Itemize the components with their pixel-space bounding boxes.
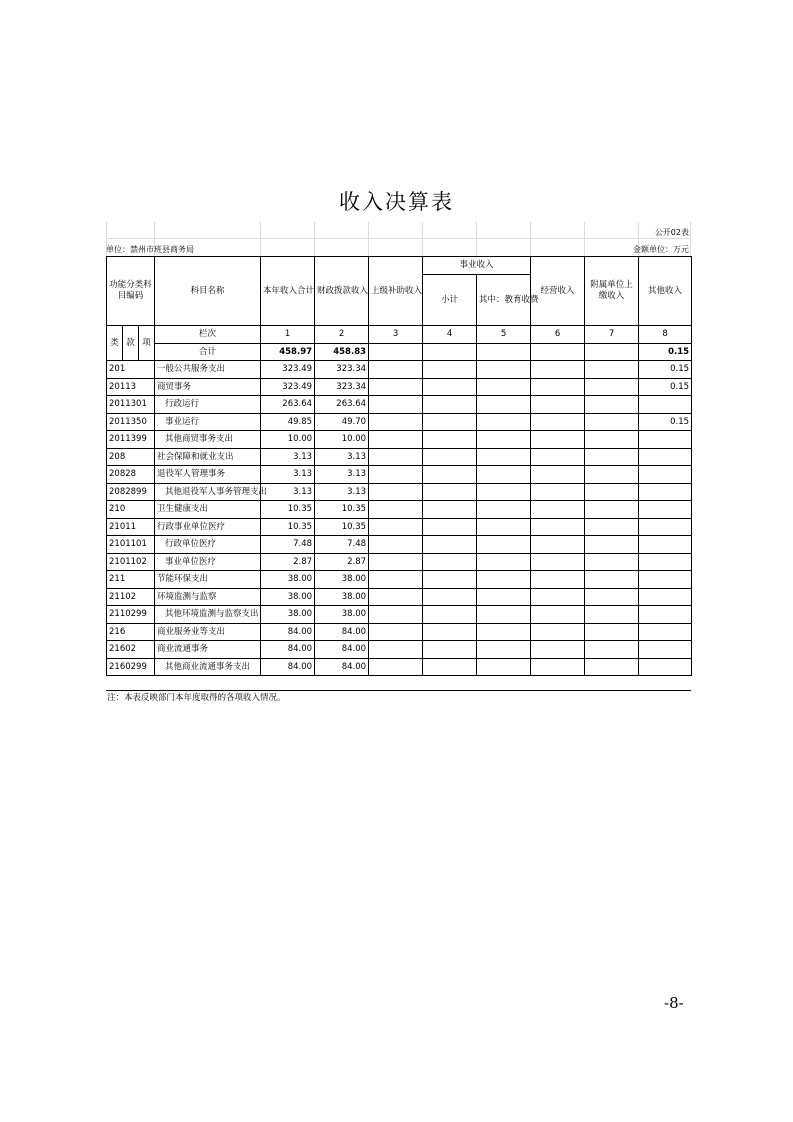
- row-code: 20113: [107, 378, 155, 396]
- empty-cell: [531, 536, 585, 554]
- table-row: [107, 553, 692, 571]
- row-other-income: [639, 396, 692, 414]
- row-fiscal-income: 84.00: [315, 623, 369, 641]
- row-other-income: [639, 536, 692, 554]
- row-subject-name: 卫生健康支出: [155, 501, 261, 519]
- empty-cell: [423, 571, 477, 589]
- row-fiscal-income: 3.13: [315, 448, 369, 466]
- empty-cell: [369, 536, 423, 554]
- header-row-order: 栏次: [155, 326, 261, 344]
- row-code: 208: [107, 448, 155, 466]
- table-row: [107, 466, 692, 484]
- row-fiscal-income: 49.70: [315, 413, 369, 431]
- empty-cell: [531, 483, 585, 501]
- empty-cell: [585, 343, 639, 361]
- empty-cell: [369, 466, 423, 484]
- row-fiscal-income: 38.00: [315, 571, 369, 589]
- row-subject-name: 社会保障和就业支出: [155, 448, 261, 466]
- row-subject-name: 环境监测与监察: [155, 588, 261, 606]
- row-code: 21011: [107, 518, 155, 536]
- row-other-income: [639, 483, 692, 501]
- empty-cell: [585, 536, 639, 554]
- empty-cell: [531, 396, 585, 414]
- row-code: 21602: [107, 641, 155, 659]
- empty-cell: [477, 413, 531, 431]
- row-fiscal-income: 10.35: [315, 518, 369, 536]
- row-other-income: [639, 623, 692, 641]
- empty-cell: [531, 501, 585, 519]
- empty-cell: [477, 536, 531, 554]
- page-number: -8-: [664, 994, 684, 1012]
- row-code: 21102: [107, 588, 155, 606]
- row-total-income: 84.00: [261, 641, 315, 659]
- empty-cell: [585, 588, 639, 606]
- empty-cell: [531, 466, 585, 484]
- empty-cell: [477, 641, 531, 659]
- empty-cell: [585, 361, 639, 379]
- col-num: 8: [639, 326, 692, 344]
- row-total-income: 3.13: [261, 466, 315, 484]
- row-total-income: 323.49: [261, 378, 315, 396]
- empty-cell: [369, 658, 423, 676]
- row-subject-name: 退役军人管理事务: [155, 466, 261, 484]
- empty-cell: [585, 606, 639, 624]
- empty-cell: [477, 571, 531, 589]
- row-other-income: [639, 518, 692, 536]
- empty-cell: [423, 588, 477, 606]
- header-row-3: [107, 326, 692, 344]
- empty-cell: [423, 431, 477, 449]
- row-other-income: [639, 501, 692, 519]
- unit-name: 单位：禁州市班县商务局: [106, 245, 194, 254]
- row-fiscal-income: 323.34: [315, 361, 369, 379]
- row-other-income: 0.15: [639, 361, 692, 379]
- row-code: 2011301: [107, 396, 155, 414]
- currency-unit: 金额单位：万元: [633, 245, 689, 254]
- empty-cell: [423, 623, 477, 641]
- empty-cell: [477, 378, 531, 396]
- row-other-income: [639, 448, 692, 466]
- empty-cell: [423, 536, 477, 554]
- row-fiscal-income: 3.13: [315, 466, 369, 484]
- empty-cell: [369, 448, 423, 466]
- empty-cell: [531, 658, 585, 676]
- row-code: 201: [107, 361, 155, 379]
- row-fiscal-income: 84.00: [315, 658, 369, 676]
- row-other-income: [639, 641, 692, 659]
- table-row: [107, 623, 692, 641]
- row-subject-name: 行政运行: [155, 396, 261, 414]
- table-row: [107, 641, 692, 659]
- empty-cell: [531, 641, 585, 659]
- table-row: [107, 361, 692, 379]
- header-kuan: 款: [123, 326, 139, 361]
- col-num: 7: [585, 326, 639, 344]
- header-subject-name: 科目名称: [155, 257, 261, 326]
- income-table: [106, 256, 692, 676]
- row-total-income: 38.00: [261, 588, 315, 606]
- empty-cell: [423, 343, 477, 361]
- empty-cell: [531, 571, 585, 589]
- header-xiang: 项: [139, 326, 155, 361]
- empty-cell: [477, 343, 531, 361]
- row-code: 210: [107, 501, 155, 519]
- empty-cell: [369, 501, 423, 519]
- row-subject-name: 行政事业单位医疗: [155, 518, 261, 536]
- empty-cell: [477, 501, 531, 519]
- col-num: 5: [477, 326, 531, 344]
- empty-cell: [369, 553, 423, 571]
- table-note: 注：本表反映部门本年度取得的各项收入情况。: [107, 693, 286, 703]
- empty-cell: [477, 483, 531, 501]
- data-rows: [107, 361, 692, 676]
- empty-cell: [531, 518, 585, 536]
- empty-cell: [369, 571, 423, 589]
- row-total-income: 84.00: [261, 658, 315, 676]
- row-subject-name: 商业服务业等支出: [155, 623, 261, 641]
- empty-cell: [531, 343, 585, 361]
- empty-cell: [423, 413, 477, 431]
- col-num: 6: [531, 326, 585, 344]
- page-title: 收入决算表: [339, 190, 454, 214]
- table-row: [107, 431, 692, 449]
- empty-cell: [477, 553, 531, 571]
- col-num: 2: [315, 326, 369, 344]
- table-row: [107, 658, 692, 676]
- row-subject-name: 事业单位医疗: [155, 553, 261, 571]
- table-row: [107, 536, 692, 554]
- empty-cell: [423, 658, 477, 676]
- row-code: 2011350: [107, 413, 155, 431]
- row-subject-name: 其他环境监测与监察支出: [155, 606, 261, 624]
- empty-cell: [531, 431, 585, 449]
- row-fiscal-income: 263.64: [315, 396, 369, 414]
- row-fiscal-income: 84.00: [315, 641, 369, 659]
- header-superior-subsidy: 上级补助收入: [369, 257, 423, 326]
- row-code: 20828: [107, 466, 155, 484]
- row-total-income: 10.35: [261, 501, 315, 519]
- empty-cell: [477, 606, 531, 624]
- table-row: [107, 483, 692, 501]
- empty-cell: [585, 501, 639, 519]
- row-other-income: [639, 588, 692, 606]
- empty-cell: [585, 448, 639, 466]
- empty-cell: [585, 466, 639, 484]
- empty-cell: [585, 413, 639, 431]
- empty-cell: [531, 588, 585, 606]
- row-fiscal-income: 323.34: [315, 378, 369, 396]
- row-subject-name: 商业流通事务: [155, 641, 261, 659]
- header-total-income: 本年收入合计: [261, 257, 315, 326]
- total-income-value: 458.97: [261, 343, 315, 361]
- empty-cell: [477, 396, 531, 414]
- header-row-1: [107, 257, 692, 275]
- empty-cell: [369, 588, 423, 606]
- empty-cell: [585, 623, 639, 641]
- empty-cell: [477, 518, 531, 536]
- empty-cell: [531, 553, 585, 571]
- table-row: [107, 378, 692, 396]
- row-subject-name: 商贸事务: [155, 378, 261, 396]
- empty-cell: [423, 466, 477, 484]
- empty-cell: [585, 396, 639, 414]
- row-total-income: 3.13: [261, 483, 315, 501]
- empty-cell: [423, 361, 477, 379]
- empty-cell: [423, 483, 477, 501]
- table-row: [107, 413, 692, 431]
- row-total-income: 323.49: [261, 361, 315, 379]
- table-row: [107, 448, 692, 466]
- empty-cell: [531, 413, 585, 431]
- empty-cell: [423, 448, 477, 466]
- empty-cell: [369, 343, 423, 361]
- row-other-income: [639, 606, 692, 624]
- row-total-income: 2.87: [261, 553, 315, 571]
- col-num: 4: [423, 326, 477, 344]
- empty-cell: [423, 641, 477, 659]
- header-fiscal-income: 财政拨款收入: [315, 257, 369, 326]
- table-row: [107, 588, 692, 606]
- empty-cell: [369, 518, 423, 536]
- empty-cell: [369, 378, 423, 396]
- row-code: 2160299: [107, 658, 155, 676]
- empty-cell: [369, 431, 423, 449]
- table-row: [107, 501, 692, 519]
- empty-cell: [585, 571, 639, 589]
- empty-cell: [369, 413, 423, 431]
- header-business-income: 事业收入: [423, 257, 531, 275]
- empty-cell: [531, 623, 585, 641]
- total-other-value: 0.15: [639, 343, 692, 361]
- row-other-income: [639, 658, 692, 676]
- row-total-income: 263.64: [261, 396, 315, 414]
- header-lei: 类: [107, 326, 123, 361]
- header-edu-fee: 其中：教育收费: [477, 275, 531, 326]
- row-subject-name: 一般公共服务支出: [155, 361, 261, 379]
- empty-cell: [369, 606, 423, 624]
- row-other-income: [639, 466, 692, 484]
- row-fiscal-income: 3.13: [315, 483, 369, 501]
- table-row: [107, 396, 692, 414]
- form-code: 公开02表: [654, 228, 689, 237]
- empty-cell: [369, 623, 423, 641]
- row-code: 2101102: [107, 553, 155, 571]
- empty-cell: [423, 396, 477, 414]
- row-other-income: [639, 431, 692, 449]
- empty-cell: [477, 623, 531, 641]
- empty-cell: [369, 483, 423, 501]
- row-total-income: 10.35: [261, 518, 315, 536]
- row-subject-name: 其他退役军人事务管理支出: [155, 483, 261, 501]
- empty-cell: [531, 448, 585, 466]
- row-total-income: 49.85: [261, 413, 315, 431]
- total-label: 合计: [155, 343, 261, 361]
- row-code: 2011399: [107, 431, 155, 449]
- row-subject-name: 行政单位医疗: [155, 536, 261, 554]
- empty-cell: [585, 483, 639, 501]
- row-other-income: 0.15: [639, 413, 692, 431]
- col-num: 3: [369, 326, 423, 344]
- header-subordinate-income: 附属单位上缴收入: [585, 257, 639, 326]
- row-total-income: 38.00: [261, 571, 315, 589]
- row-fiscal-income: 38.00: [315, 606, 369, 624]
- table-row: [107, 518, 692, 536]
- total-fiscal-value: 458.83: [315, 343, 369, 361]
- row-fiscal-income: 10.35: [315, 501, 369, 519]
- empty-cell: [531, 361, 585, 379]
- row-other-income: 0.15: [639, 378, 692, 396]
- row-fiscal-income: 2.87: [315, 553, 369, 571]
- col-num: 1: [261, 326, 315, 344]
- row-total-income: 38.00: [261, 606, 315, 624]
- header-operating-income: 经营收入: [531, 257, 585, 326]
- empty-cell: [477, 361, 531, 379]
- empty-cell: [585, 431, 639, 449]
- empty-cell: [531, 606, 585, 624]
- empty-cell: [585, 518, 639, 536]
- row-fiscal-income: 7.48: [315, 536, 369, 554]
- row-total-income: 7.48: [261, 536, 315, 554]
- row-code: 211: [107, 571, 155, 589]
- empty-cell: [369, 396, 423, 414]
- row-other-income: [639, 553, 692, 571]
- empty-cell: [585, 641, 639, 659]
- empty-cell: [423, 518, 477, 536]
- empty-cell: [477, 658, 531, 676]
- row-other-income: [639, 571, 692, 589]
- table-row: [107, 606, 692, 624]
- row-code: 2110299: [107, 606, 155, 624]
- empty-cell: [423, 606, 477, 624]
- row-total-income: 3.13: [261, 448, 315, 466]
- header-func-code: 功能分类科目编码: [107, 257, 155, 326]
- empty-cell: [585, 658, 639, 676]
- empty-cell: [369, 641, 423, 659]
- row-subject-name: 其他商贸事务支出: [155, 431, 261, 449]
- empty-cell: [531, 378, 585, 396]
- empty-cell: [423, 553, 477, 571]
- empty-cell: [369, 361, 423, 379]
- total-row: [107, 343, 692, 361]
- row-subject-name: 其他商业流通事务支出: [155, 658, 261, 676]
- spreadsheet: [106, 222, 691, 710]
- header-subtotal: 小计: [423, 275, 477, 326]
- table-row: [107, 571, 692, 589]
- empty-cell: [423, 501, 477, 519]
- row-fiscal-income: 38.00: [315, 588, 369, 606]
- row-fiscal-income: 10.00: [315, 431, 369, 449]
- empty-cell: [477, 448, 531, 466]
- empty-cell: [585, 378, 639, 396]
- empty-cell: [423, 378, 477, 396]
- empty-cell: [585, 553, 639, 571]
- empty-cell: [477, 466, 531, 484]
- empty-cell: [477, 588, 531, 606]
- row-code: 216: [107, 623, 155, 641]
- header-other-income: 其他收入: [639, 257, 692, 326]
- row-subject-name: 事业运行: [155, 413, 261, 431]
- row-total-income: 84.00: [261, 623, 315, 641]
- empty-cell: [477, 431, 531, 449]
- row-total-income: 10.00: [261, 431, 315, 449]
- row-code: 2082899: [107, 483, 155, 501]
- row-code: 2101101: [107, 536, 155, 554]
- row-subject-name: 节能环保支出: [155, 571, 261, 589]
